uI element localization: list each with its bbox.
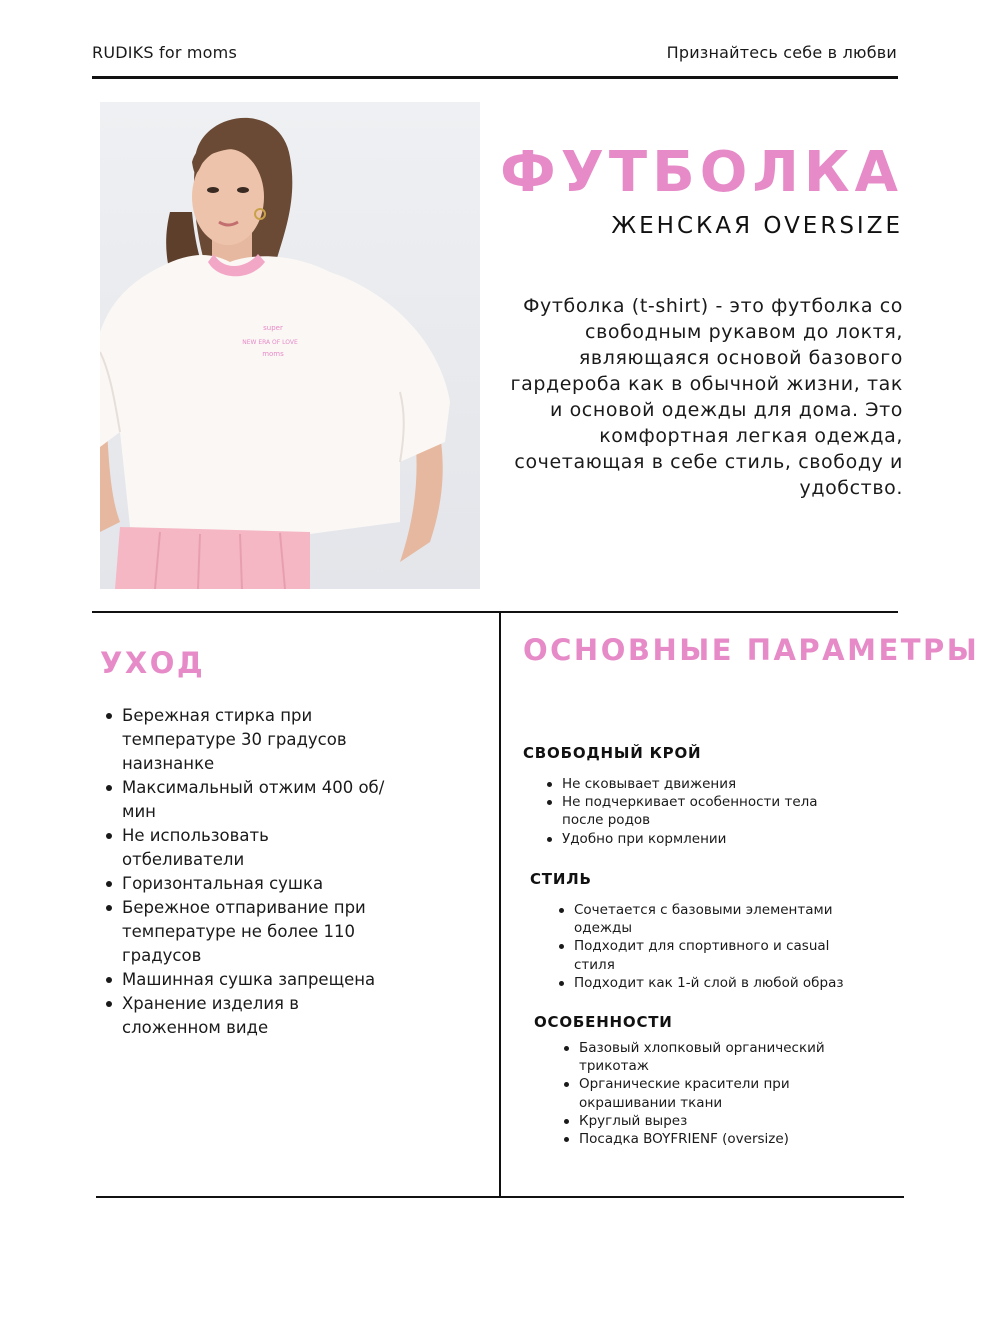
care-title: УХОД <box>100 646 206 680</box>
param-group-list <box>562 1039 852 1148</box>
product-subtitle: ЖЕНСКАЯ OVERSIZE <box>611 213 903 239</box>
header-divider <box>92 76 898 79</box>
param-group-list <box>557 901 847 992</box>
product-title: ФУТБОЛКА <box>500 140 903 205</box>
param-item: Органические красители при окрашивании ткани <box>562 1075 852 1111</box>
care-item: Максимальный отжим 400 об/мин <box>100 776 390 824</box>
care-item: Не использовать отбеливатели <box>100 824 390 872</box>
param-item: Подходит для спортивного и casual стиля <box>557 937 847 973</box>
care-item: Машинная сушка запрещена <box>100 968 390 992</box>
brand-name: RUDIKS for moms <box>92 43 237 62</box>
print-text-middle: NEW ERA OF LOVE <box>242 339 298 346</box>
param-item: Не подчеркивает особенности тела после родов <box>545 793 835 829</box>
param-item: Круглый вырез <box>562 1112 852 1130</box>
product-photo <box>100 102 480 589</box>
param-item: Подходит как 1-й слой в любой образ <box>557 974 847 992</box>
section-divider-bottom <box>96 1196 904 1198</box>
model-illustration <box>100 102 480 589</box>
param-item: Сочетается с базовыми элементами одежды <box>557 901 847 937</box>
header-tagline: Признайтесь себе в любви <box>666 43 897 62</box>
section-divider-horizontal <box>92 611 898 613</box>
care-item: Бережная стирка при температуре 30 градусов наизнанке <box>100 704 390 776</box>
param-group-title: ОСОБЕННОСТИ <box>534 1013 673 1031</box>
param-item: Посадка BOYFRIENF (oversize) <box>562 1130 852 1148</box>
param-item: Базовый хлопковый органический трикотаж <box>562 1039 852 1075</box>
param-item: Удобно при кормлении <box>545 830 835 848</box>
care-list <box>100 704 390 1040</box>
print-text-top: super <box>263 324 283 332</box>
care-item: Горизонтальная сушка <box>100 872 390 896</box>
param-group-title: СВОБОДНЫЙ КРОЙ <box>523 744 702 762</box>
param-group-list <box>545 775 835 848</box>
params-title: ОСНОВНЫЕ ПАРАМЕТРЫ <box>523 633 980 667</box>
care-item: Бережное отпаривание при температуре не более 110 градусов <box>100 896 390 968</box>
print-text-bottom: moms <box>262 350 284 358</box>
product-description: Футболка (t-shirt) - это футболка со свободным рукавом до локтя, являющаяся основой базового гардероба как в обычной жизни, так и основой одежды для дома. Это комфортная легкая одежда, сочетающая в себе стиль, свободу и удобство. <box>510 295 903 499</box>
param-group-title: СТИЛЬ <box>530 870 592 888</box>
care-item: Хранение изделия в сложенном виде <box>100 992 390 1040</box>
section-divider-vertical <box>499 611 501 1198</box>
param-item: Не сковывает движения <box>545 775 835 793</box>
